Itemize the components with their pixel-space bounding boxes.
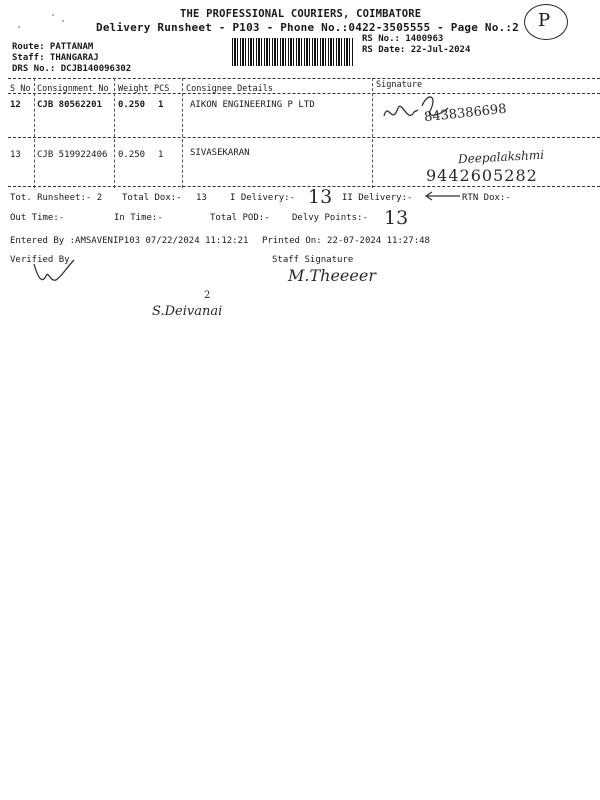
- table-bottom-rule: [8, 186, 600, 187]
- rtn-dox-label: RTN Dox:-: [462, 193, 511, 203]
- row-weight: 0.250: [118, 150, 146, 160]
- in-time-label: In Time:-: [114, 213, 163, 223]
- company-name: THE PROFESSIONAL COURIERS, COIMBATORE: [180, 8, 422, 20]
- scan-speck: [62, 20, 64, 22]
- signature-phone: 9442605282: [426, 166, 538, 185]
- col-consignee: Consignee Details: [186, 84, 273, 94]
- col-pcs: PCS: [154, 84, 170, 94]
- barcode: [232, 38, 354, 66]
- scan-speck: [52, 14, 54, 16]
- row-weight: 0.250: [118, 100, 146, 110]
- printed-on: Printed On: 22-07-2024 11:27:48: [262, 236, 430, 246]
- handwritten-name: S.Deivanai: [152, 304, 223, 319]
- header-rule: [8, 93, 600, 94]
- col-divider: [34, 78, 35, 188]
- row-consignee: AIKON ENGINEERING P LTD: [190, 100, 315, 110]
- row-pcs: 1: [158, 100, 164, 110]
- signature-phone: 8438386698: [423, 101, 508, 126]
- col-divider: [372, 78, 373, 188]
- stamp-letter: P: [538, 10, 551, 31]
- total-pod-label: Total POD:-: [210, 213, 270, 223]
- row-sno: 12: [10, 100, 21, 110]
- rs-number: RS No.: 1400963: [362, 34, 444, 44]
- row-consignment: CJB 519922406: [37, 150, 108, 160]
- runsheet-title: Delivery Runsheet - P103 - Phone No.:0422-3505555 - Page No.:2: [96, 21, 519, 34]
- verified-by-label: Verified By: [10, 255, 70, 265]
- tot-runsheet: Tot. Runsheet:- 2: [10, 193, 103, 203]
- delvy-points-label: Delvy Points:-: [292, 213, 368, 223]
- col-sno: S No: [10, 84, 31, 94]
- col-consignment: Consignment No: [37, 84, 109, 94]
- scan-speck: [18, 26, 20, 28]
- drs-number: DRS No.: DCJB140096302: [12, 64, 132, 74]
- verifier-signature: [30, 258, 80, 290]
- row-consignment: CJB 80562201: [37, 100, 103, 110]
- row-sno: 13: [10, 150, 21, 160]
- row-rule: [8, 137, 600, 138]
- col-divider: [114, 78, 115, 188]
- page-stamp: [524, 4, 568, 40]
- i-delivery-label: I Delivery:-: [230, 193, 296, 203]
- arrow-mark: [422, 191, 462, 201]
- delvy-points-handwritten: 13: [384, 207, 409, 229]
- row-pcs: 1: [158, 150, 164, 160]
- i-delivery-handwritten: 13: [308, 186, 333, 208]
- signature-name: Deepalakshmi: [457, 147, 545, 167]
- out-time-label: Out Time:-: [10, 213, 65, 223]
- col-signature: Signature: [376, 80, 423, 90]
- table-top-rule: [8, 78, 600, 79]
- staff-signature-label: Staff Signature: [272, 255, 354, 265]
- total-dox-label: Total Dox:-: [122, 193, 182, 203]
- col-weight: Weight: [118, 84, 149, 94]
- row-consignee: SIVASEKARAN: [190, 148, 250, 158]
- rs-date: RS Date: 22-Jul-2024: [362, 45, 471, 55]
- staff-signature-handwritten: M.Theeeer: [288, 266, 376, 285]
- route-label: Route: PATTANAM: [12, 42, 94, 52]
- col-divider: [182, 78, 183, 188]
- entered-by: Entered By :AMSAVENIP103 07/22/2024 11:12:21: [10, 236, 249, 246]
- ii-delivery-label: II Delivery:-: [342, 193, 413, 203]
- staff-label: Staff: THANGARAJ: [12, 53, 99, 63]
- total-dox-value: 13: [196, 193, 207, 203]
- handwritten-number: 2: [204, 290, 211, 301]
